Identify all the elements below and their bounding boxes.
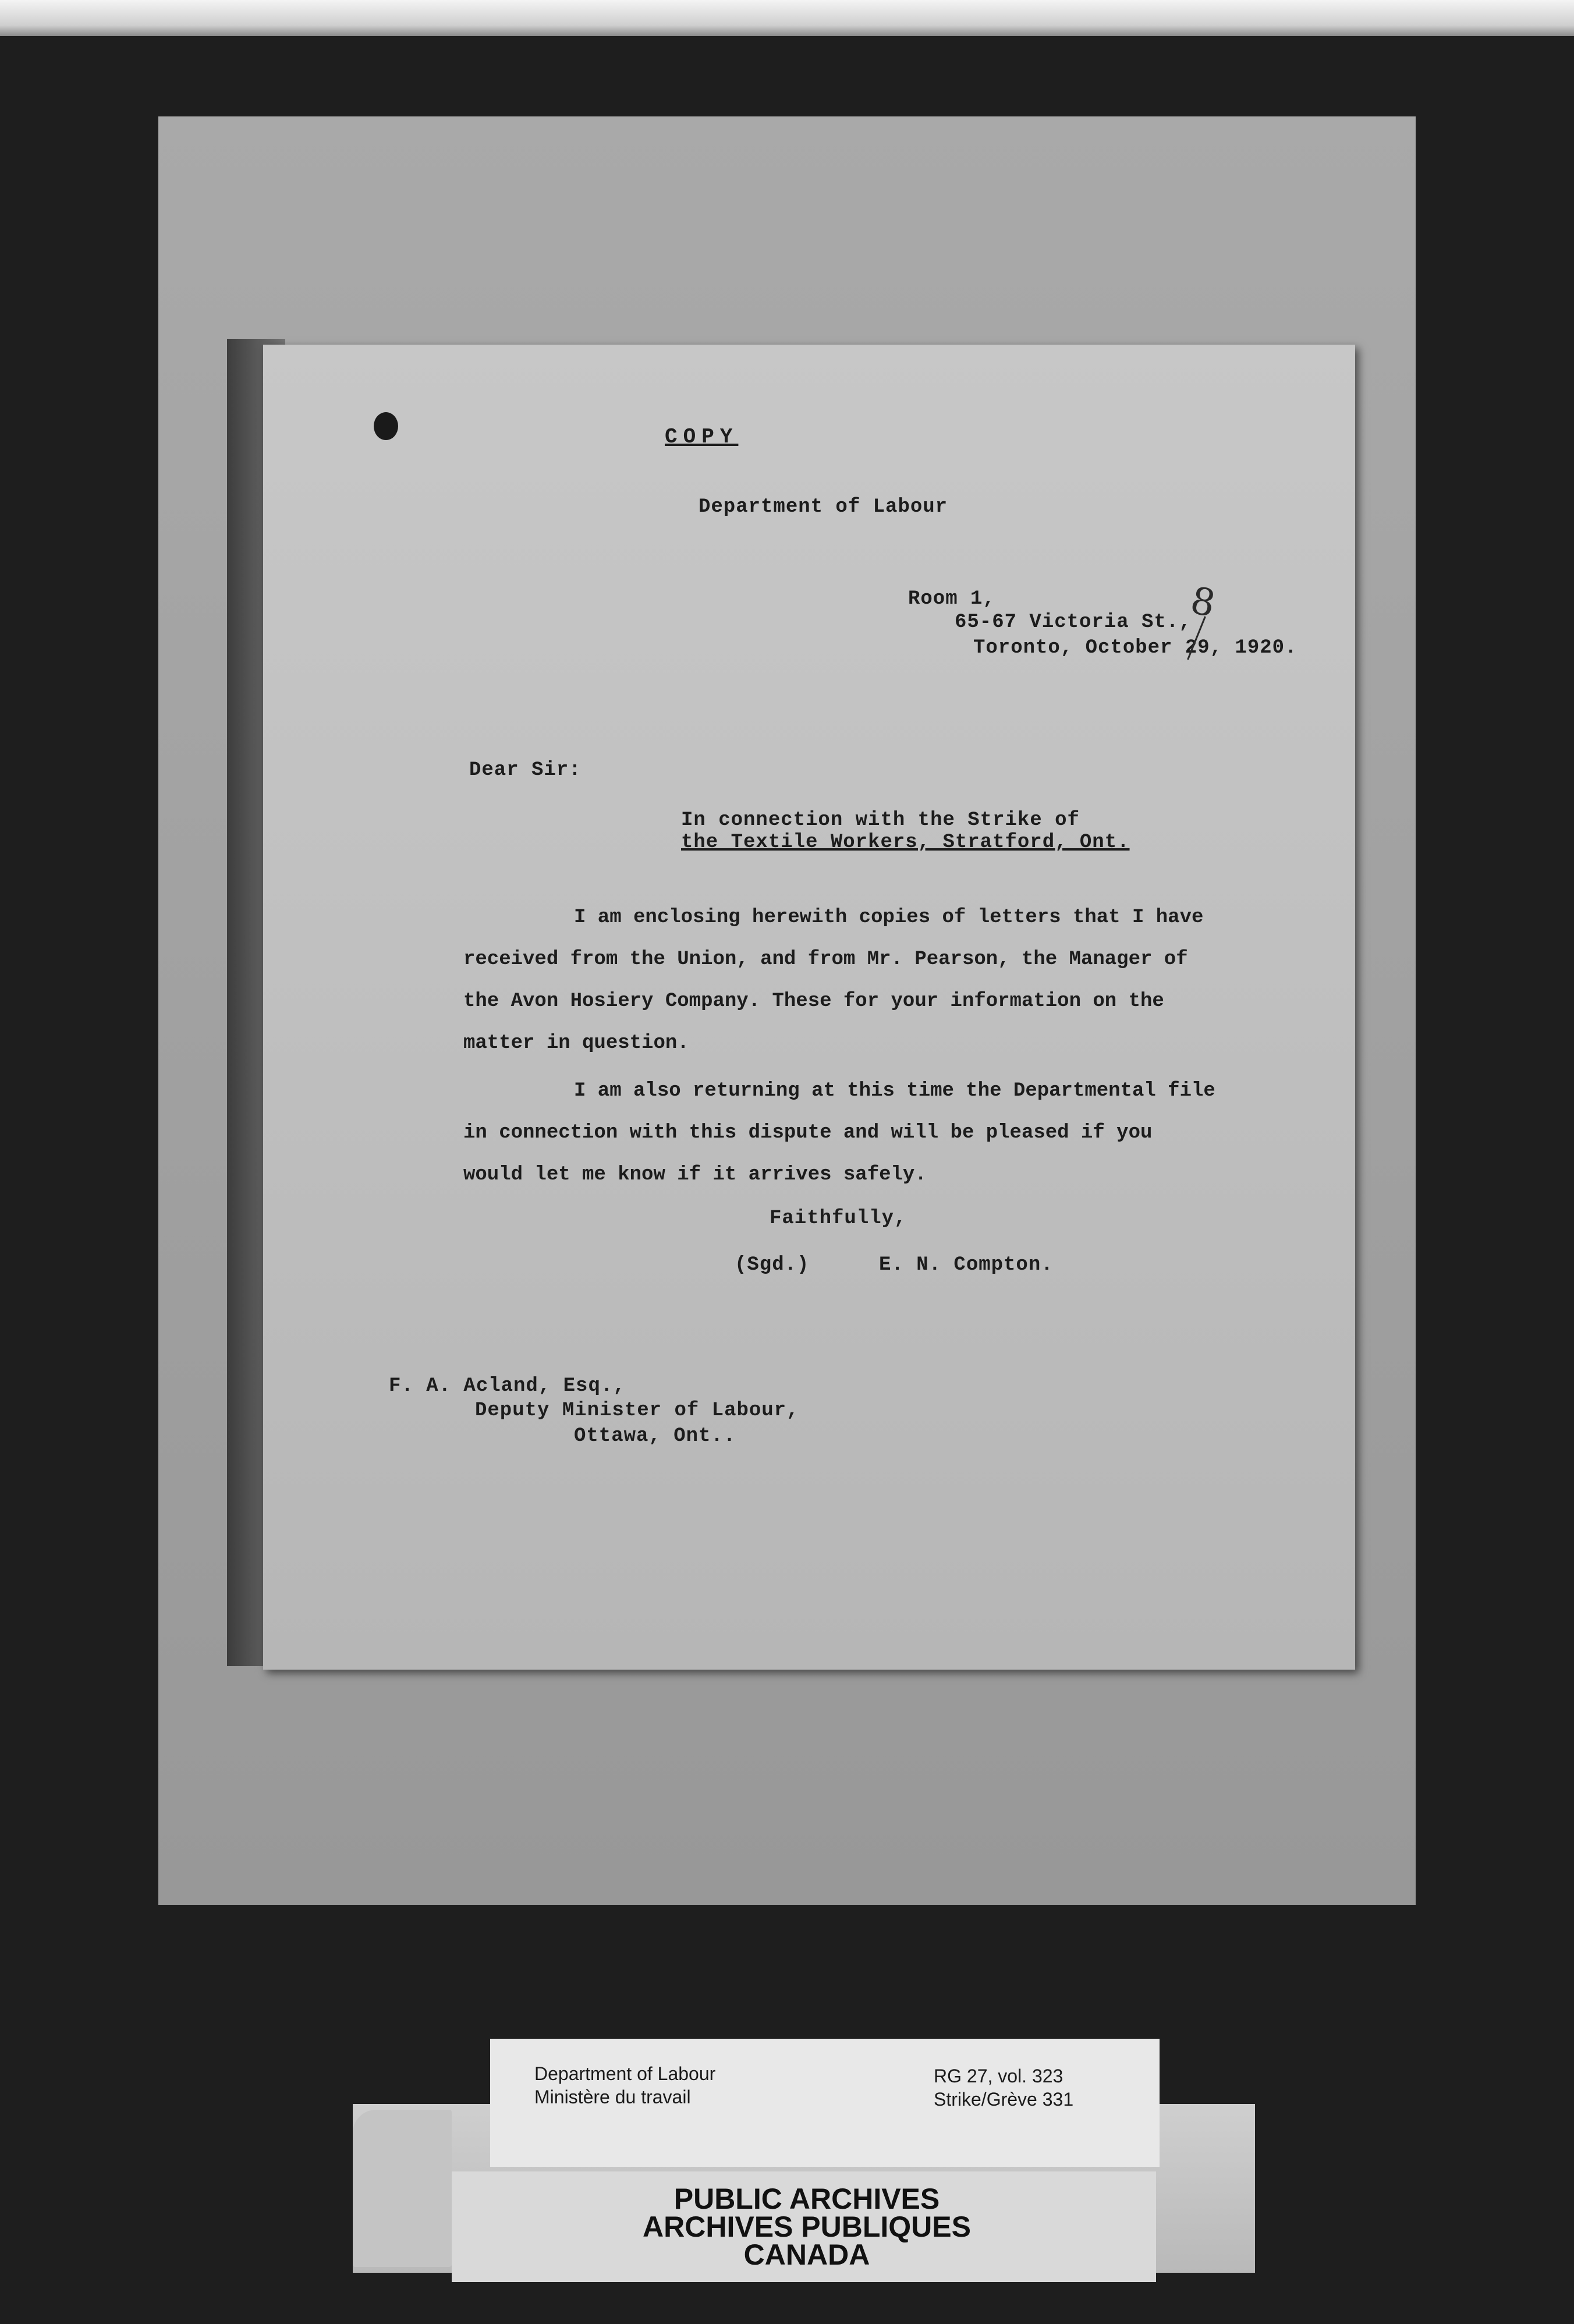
letter-body: [463, 897, 1220, 1196]
subject-line-2: the Textile Workers, Stratford, Ont.: [681, 831, 1130, 853]
subject-line-1: In connection with the Strike of: [681, 809, 1080, 831]
stamp-line-2: ARCHIVES PUBLIQUES: [643, 2210, 971, 2243]
signer-name: E. N. Compton.: [879, 1254, 1054, 1276]
stamp-line-3: CANADA: [743, 2238, 870, 2271]
copy-heading: COPY: [665, 425, 739, 449]
closing: Faithfully,: [770, 1207, 907, 1230]
address-line-2: 65-67 Victoria St.,: [955, 611, 1192, 633]
handwritten-mark: 8: [1186, 579, 1219, 626]
department-heading: Department of Labour: [699, 496, 948, 518]
label-reference: RG 27, vol. 323: [934, 2066, 1063, 2086]
film-edge: [0, 0, 1574, 36]
label-department-fr: Ministère du travail: [534, 2086, 691, 2107]
paragraph-1: I am enclosing herewith copies of letters that I have received from the Union, and from Mr. Pearson, the Manager of the Avon Hosiery Company. These for your information on the matter in question.: [463, 906, 1204, 1054]
label-strike-number: Strike/Grève 331: [934, 2089, 1074, 2110]
punch-hole: [374, 412, 398, 440]
stamp-line-1: PUBLIC ARCHIVES: [673, 2183, 940, 2215]
recipient-city: Ottawa, Ont..: [574, 1425, 736, 1447]
recipient-title: Deputy Minister of Labour,: [475, 1400, 799, 1422]
paragraph-2: I am also returning at this time the Departmental file in connection with this dispute and will be pleased if you would let me know if it arrives safely.: [463, 1080, 1215, 1186]
recipient-name: F. A. Acland, Esq.,: [389, 1375, 626, 1397]
signed-marker: (Sgd.): [735, 1254, 810, 1276]
address-line-1: Room 1,: [908, 588, 995, 610]
salutation: Dear Sir:: [469, 759, 582, 781]
label-department-en: Department of Labour: [534, 2063, 716, 2084]
address-line-3-date: Toronto, October 29, 1920.: [973, 637, 1298, 659]
